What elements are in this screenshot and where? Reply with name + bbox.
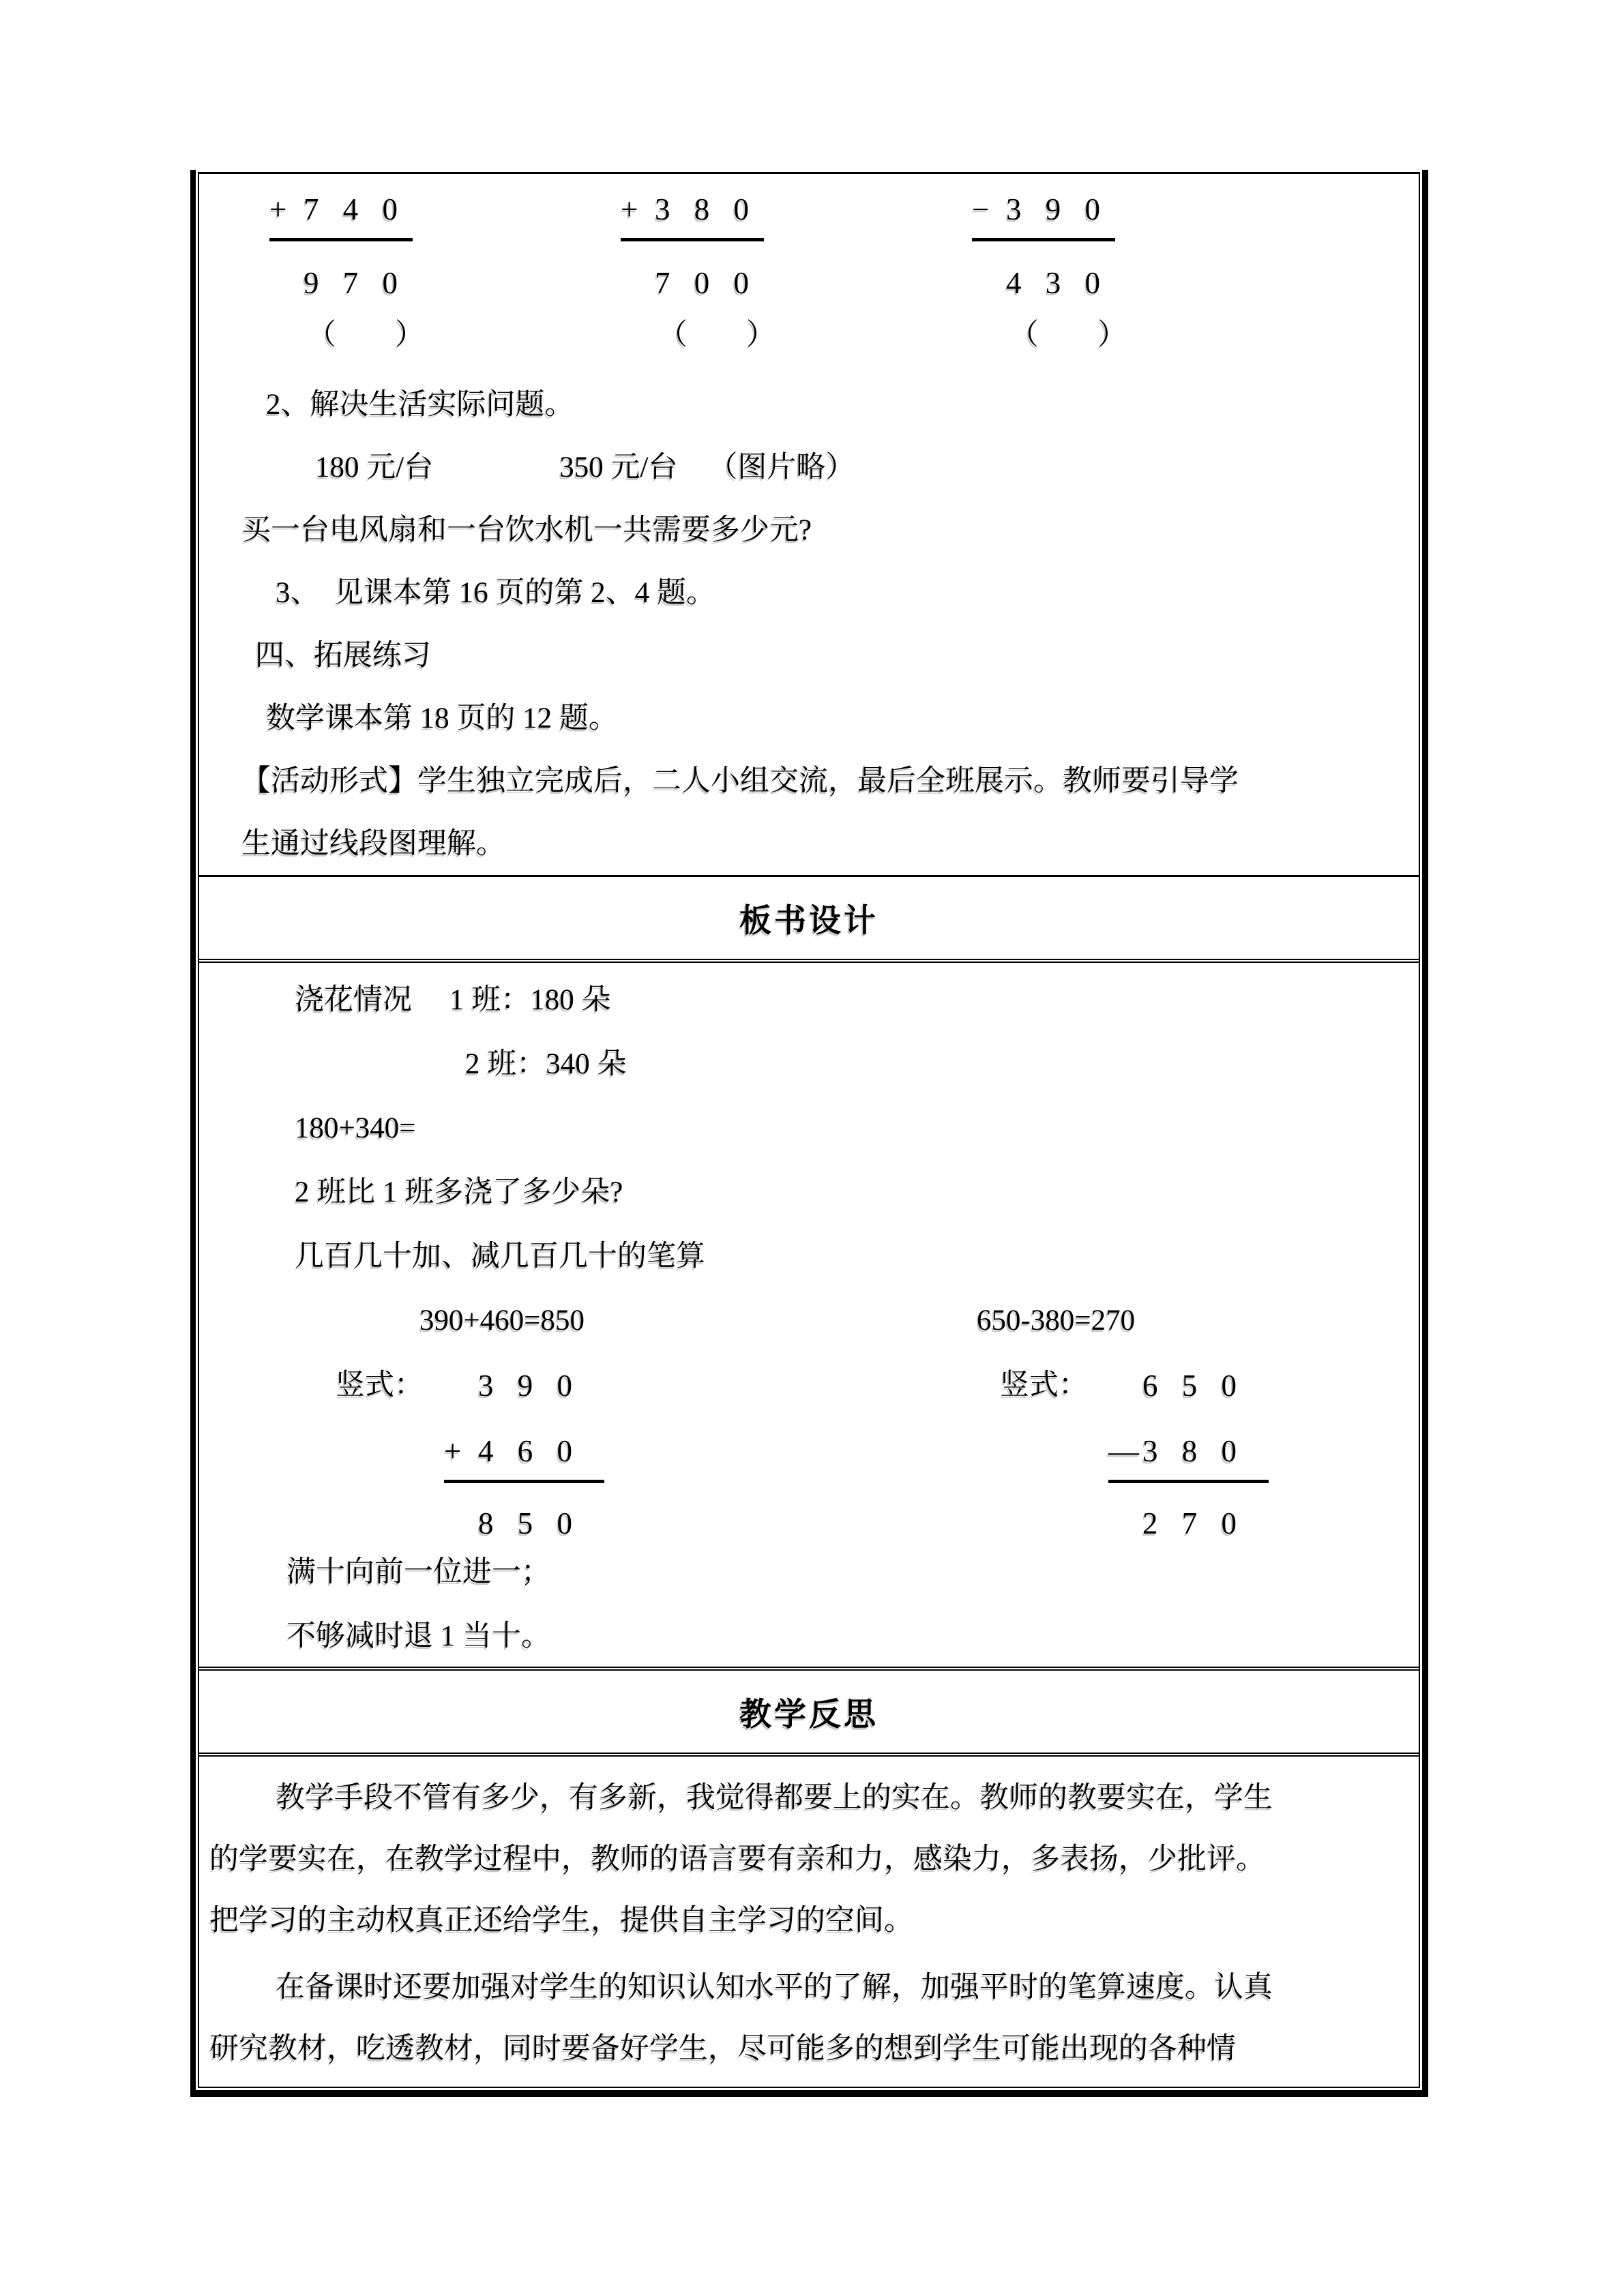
plus-operator: + [269, 192, 287, 226]
table-inner-border [198, 172, 1420, 2088]
operand-digits: 3 8 0 [655, 192, 757, 226]
class2-count-line: 2 班：340 朵 [465, 1048, 627, 1080]
operand-digits: 3 9 0 [1006, 192, 1108, 226]
vertical-calc-row [199, 190, 1419, 355]
word-problem-question: 买一台电风扇和一台饮水机一共需要多少元? [241, 514, 812, 546]
calc-result: 2 7 0 [1142, 1506, 1245, 1540]
reflection-paragraph1-line1: 教学手段不管有多少，有多新，我觉得都要上的实在。教师的教要实在，学生 [276, 1782, 1273, 1814]
practice-section [199, 174, 1419, 877]
reflection-paragraph1-line3: 把学习的主动权真正还给学生，提供自主学习的空间。 [209, 1905, 913, 1937]
borrow-rule-line: 不够减时退 1 当十。 [286, 1620, 550, 1652]
plus-operator: + [444, 1434, 462, 1468]
operand-line [269, 190, 424, 228]
reflection-paragraph2-line1: 在备课时还要加强对学生的知识认知水平的了解，加强平时的笔算速度。认真 [276, 1971, 1273, 2003]
answer-check-blank: （ ） [1009, 319, 1127, 351]
sum-rule-line [621, 238, 764, 241]
answer-check-blank: （ ） [658, 319, 776, 351]
minus-operator: − [972, 192, 990, 226]
vertical-calc-subtraction [1108, 1367, 1269, 1540]
watering-status-line [199, 968, 1419, 1032]
sum-rule-line [1108, 1480, 1269, 1483]
operand-digits: 4 6 0 [478, 1434, 580, 1468]
picture-omitted-note: （图片略） [708, 451, 855, 483]
problem-3-line: 3、 见课本第 16 页的第 2、4 题。 [276, 577, 715, 609]
sum-rule-line [269, 238, 413, 241]
operand-line [1108, 1432, 1269, 1470]
lesson-plan-table [190, 170, 1428, 2097]
board-vertical-calcs [199, 1367, 1419, 1540]
equations-line [199, 1289, 1419, 1353]
plus-operator: + [621, 192, 638, 226]
calc-result: 4 3 0 [1006, 266, 1108, 300]
board-design-header-row [199, 877, 1419, 963]
sum-rule-line [444, 1480, 604, 1483]
price-fan: 180 元/台 [315, 451, 434, 483]
operand-line [444, 1432, 604, 1470]
operand-digits: 3 8 0 [1142, 1434, 1245, 1468]
vertical-form-right [1000, 1367, 1269, 1540]
vertical-calc-1 [269, 190, 424, 355]
teaching-reflection-section [199, 1757, 1419, 2087]
difference-question-line: 2 班比 1 班多浇了多少朵? [295, 1176, 623, 1208]
section-4-heading: 四、拓展练习 [255, 640, 431, 672]
price-line [199, 436, 1419, 499]
sum-expression-line: 180+340= [295, 1112, 416, 1144]
board-design-section [199, 963, 1419, 1671]
teaching-reflection-title: 教学反思 [739, 1697, 879, 1733]
vertical-calc-2 [621, 190, 776, 355]
operand-line [972, 190, 1127, 228]
vertical-form-label: 竖式： [336, 1369, 424, 1401]
top-number: 3 9 0 [478, 1369, 580, 1403]
addition-equation: 390+460=850 [419, 1304, 585, 1337]
calc-result: 7 0 0 [655, 266, 757, 300]
textbook-reference-line: 数学课本第 18 页的 12 题。 [266, 702, 618, 734]
vertical-calc-addition [444, 1367, 604, 1540]
calc-result: 8 5 0 [478, 1506, 580, 1540]
class1-count: 1 班：180 朵 [449, 984, 611, 1016]
watering-label: 浇花情况 [295, 984, 412, 1016]
answer-check-blank: （ ） [307, 319, 424, 351]
sum-rule-line [972, 238, 1115, 241]
carry-rule-line: 满十向前一位进一； [286, 1556, 550, 1588]
operand-digits: 7 4 0 [304, 192, 406, 226]
price-dispenser: 350 元/台 [559, 451, 678, 483]
activity-format-line-2: 生通过线段图理解。 [241, 828, 505, 860]
activity-format-line-1: 【活动形式】学生独立完成后，二人小组交流，最后全班展示。教师要引导学 [241, 765, 1239, 797]
minus-operator: — [1108, 1434, 1139, 1468]
calc-result: 9 7 0 [304, 266, 406, 300]
vertical-form-label: 竖式： [1000, 1369, 1088, 1401]
top-number: 6 5 0 [1142, 1369, 1245, 1403]
teaching-reflection-header-row [199, 1671, 1419, 1757]
lesson-topic-line: 几百几十加、减几百几十的笔算 [295, 1240, 705, 1272]
subtraction-equation: 650-380=270 [977, 1304, 1136, 1337]
reflection-paragraph2-line2: 研究教材，吃透教材，同时要备好学生，尽可能多的想到学生可能出现的各种情 [209, 2033, 1236, 2065]
vertical-calc-3 [972, 190, 1127, 355]
reflection-paragraph1-line2: 的学要实在，在教学过程中，教师的语言要有亲和力，感染力，多表扬，少批评。 [209, 1843, 1265, 1875]
vertical-form-left [336, 1367, 604, 1540]
board-design-title: 板书设计 [739, 903, 879, 939]
problem-2-line: 2、解决生活实际问题。 [266, 389, 574, 421]
operand-line [621, 190, 776, 228]
